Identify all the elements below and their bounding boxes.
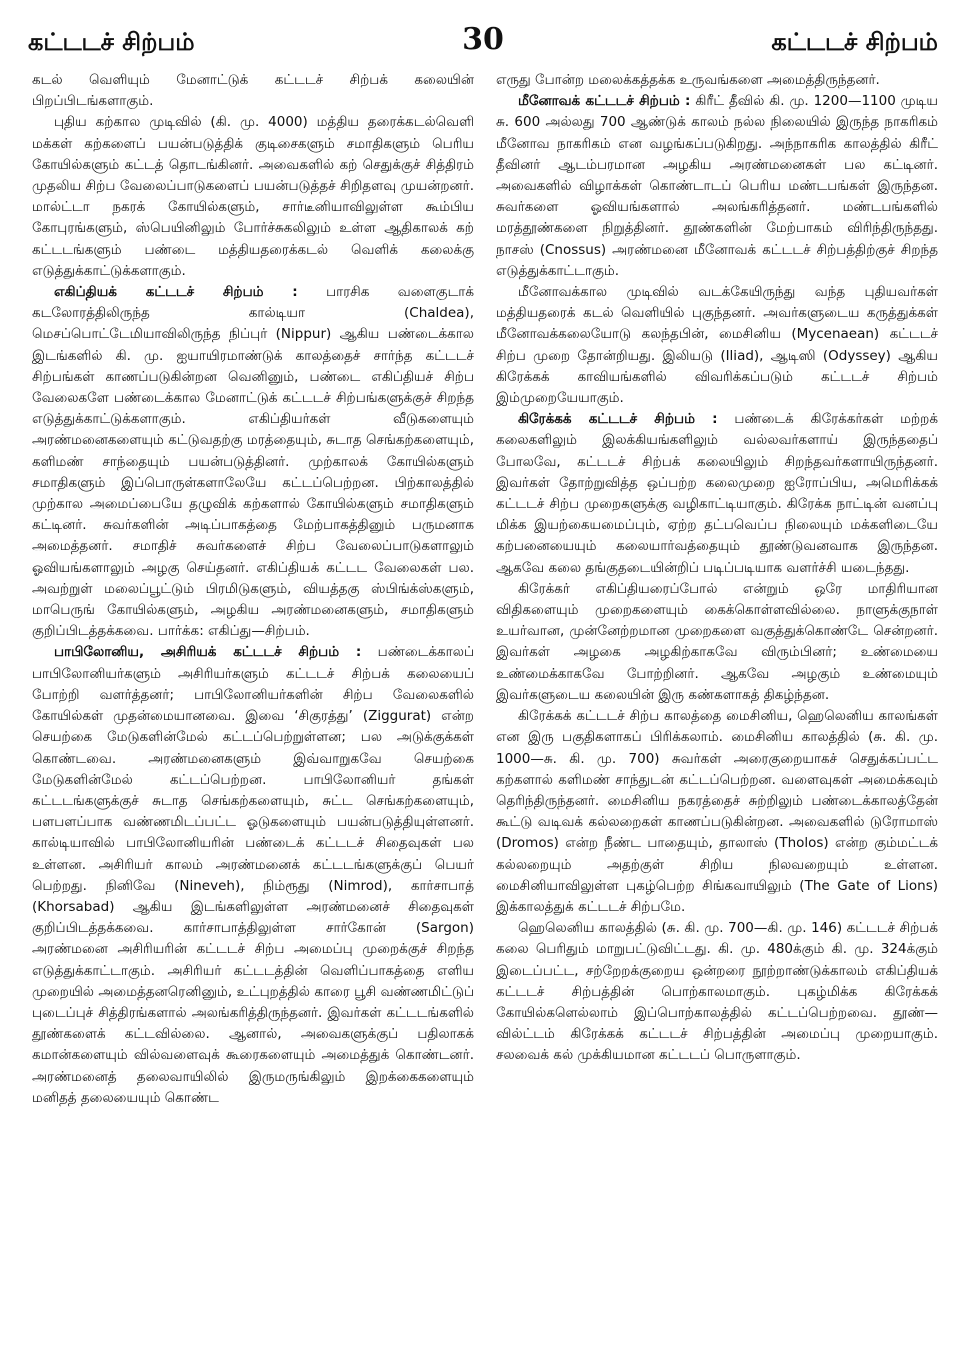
paragraph-text: எருது போன்ற மலைக்கத்தக்க உருவங்களை அமைத்திருந்தனர். (496, 72, 880, 88)
paragraph (496, 91, 938, 282)
paragraph-text: பாரசிக வளைகுடாக் கடலோரத்திலிருந்த கால்டியா (Chaldea), மெசப்பொட்டேமியாவிலிருந்த நிப்புர் (Nippur) ஆகிய பண்டைக்கால இடங்களில் கி. மு. ஐயாயிரமாண்டுக் காலத்தைச் சார்ந்த கட்டடச் சிற்பங்கள் காணப்படுகின்றன வெனினும், பண்டை எகிப்தியச் சிற்ப வேலைகளே பண்டைக்கால மேனாட்டுக் கட்டடச் சிற்பங்களுக்குச் சிறந்த எடுத்துக்காட்டுக்களாகும். எகிப்தியர்கள் வீடுகளையும் அரண்மனைகளையும் கட்டுவதற்கு மரத்தையும், சுடாத செங்கற்களையும், களிமண் சாந்தையும் பயன்படுத்தினர். முற்காலக் கோயில்களும் சமாதிகளும் இப்பொருள்களாலேயே கட்டப்பெற்றன. பிற்காலத்தில் முற்கால அமைப்பையே தழுவிக் கற்களால் கோயில்களும் சமாதிகளும் கட்டினர். சுவர்களின் அடிப்பாகத்தை மேற்பாகத்தினும் பருமனாக அமைத்தனர். சமாதிச் சுவர்களைச் சிற்ப வேலைப்பாடுகளாலும் ஓவியங்களாலும் அழகு செய்தனர். எகிப்தியக் கட்டட வேலைகள் பல. அவற்றுள் மலைப்பூட்டும் பிரமிடுகளும், வியத்தகு ஸ்பிங்க்ஸ்களும், மாபெருங் கோயில்களும், அழகிய அரண்மனைகளும், சமாதிகளும் குறிப்பிடத்தக்கவை. பார்க்க: எகிப்து—சிற்பம். (32, 284, 474, 640)
left-column (32, 70, 474, 1109)
paragraph (496, 918, 938, 1066)
paragraph-text: கிரேக்கக் கட்டடச் சிற்ப காலத்தை மைசினிய, ஹெலெனிய காலங்கள் என இரு பகுதிகளாகப் பிரிக்கலாம். மைசினிய காலத்தில் (சு. கி. மு. 1000—சு. கி. மு. 700) சுவர்கள் அரைகுறையாகச் செதுக்கப்பட்ட கற்களால் களிமண் சாந்துடன் கட்டப்பெற்றன. வளைவுகள் அமைக்கவும் தெரிந்திருந்தனர். மைசினிய நகரத்தைச் சுற்றிலும் பண்டைக்காலத்தேன் கூட்டு வடிவக் கல்லறைகள் காணப்படுகின்றன. அவைகளில் டுரோமாஸ் (Dromos) என்ற நீண்ட பாதையும், தாலாஸ் (Tholos) என்ற கும்மட்டக் கல்லறையும் அதற்குள் சிறிய நிலவறையும் உள்ளன. மைசினியாவிலுள்ள புகழ்பெற்ற சிங்கவாயிலும் (The Gate of Lions) இக்காலத்துக் கட்டடச் சிற்பமே. (496, 708, 938, 915)
running-title-left: கட்டடச் சிற்பம் (28, 28, 195, 56)
paragraph-text: ஹெலெனிய காலத்தில் (சு. கி. மு. 700—கி. மு. 146) கட்டடச் சிற்பக் கலை பெரிதும் மாறுபட்டுவிட்டது. கி. மு. 480க்கும் கி. மு. 324க்கும் இடைப்பட்ட, சற்றேறக்குறைய ஒன்றரை நூற்றாண்டுக்காலம் எகிப்தியக் கட்டடச் சிற்பத்தின் பொற்காலமாகும். புகழ்மிக்க கிரேக்கக் கோயில்களெல்லாம் இப்பொற்காலத்தில் கட்டப்பெற்றவை. தூண்—வில்ட்டம் கிரேக்கக் கட்டடச் சிற்பத்தின் அமைப்பு முறையாகும். சலவைக் கல் முக்கியமான கட்டடப் பொருளாகும். (496, 920, 938, 1064)
paragraph (496, 706, 938, 918)
section-heading: எகிப்தியக் கட்டடச் சிற்பம் : (54, 284, 298, 301)
paragraph (496, 409, 938, 579)
paragraph-text: புதிய கற்கால முடிவில் (கி. மு. 4000) மத்திய தரைக்கடல்வெளி மக்கள் கற்களைப் பயன்படுத்திக் குடிசைகளும் சமாதிகளும் பெரிய கோயில்களும் கட்டத் தொடங்கினர். அவைகளில் கற் செதுக்குச் சித்திரம் முதலிய சிற்ப வேலைப்பாடுகளைப் பயன்படுத்தச் சிறிதளவு முயன்றனர். மால்ட்டா நகரக் கோயில்களும், சார்டீனியாவிலுள்ள கூம்பிய கோபுரங்களும், ஸ்பெயினிலும் போர்ச்சுகலிலும் உள்ள ஆதிகாலக் கற் கட்டடங்களும் பண்டை மத்தியதரைக்கடல் வெளிக் கலைக்கு எடுத்துக்காட்டுக்களாகும். (32, 114, 474, 279)
paragraph-text: கடல் வெளியும் மேனாட்டுக் கட்டடச் சிற்பக் கலையின் பிறப்பிடங்களாகும். (32, 72, 474, 110)
page-header (28, 22, 938, 62)
paragraph-text: கிரேக்கர் எகிப்தியரைப்போல் என்றும் ஒரே மாதிரியான விதிகளையும் முறைகளையும் கைக்கொள்ளவில்லை. நாளுக்குநாள் உயர்வான, முன்னேற்றமான முறைகளை வகுத்துக்கொண்டே சென்றனர். இவர்கள் அழகை அழகிற்காகவே விரும்பினர்; உண்மையை உண்மைக்காகவே போற்றினர். ஆகவே அழகும் உண்மையும் இவர்களுடைய கலையின் இரு கண்களாகத் திகழ்ந்தன. (496, 580, 938, 703)
paragraph-text: மீனோவக்கால முடிவில் வடக்கேயிருந்து வந்த புதியவர்கள் மத்தியதரைக் கடல் வெளியில் புகுந்தனர். அவர்களுடைய கருத்துக்கள் மீனோவக்கலையோடு கலந்தபின், மைசினிய (Mycenaean) கட்டடச் சிற்ப முறை தோன்றியது. இலியடு (Iliad), ஆடிஸி (Odyssey) ஆகிய கிரேக்கக் காவியங்களில் விவரிக்கப்படும் கட்டடச் சிற்பம் இம்முறையேயாகும். (496, 284, 938, 407)
paragraph (496, 282, 938, 409)
paragraph-text: கிரீட் தீவில் கி. மு. 1200—1100 முடிய சு. 600 அல்லது 700 ஆண்டுக் காலம் நல்ல நிலையில் இருந்த நாகரிகம் மீனோவ நாகரிகம் என வழங்கப்படுகிறது. அந்நாகரிக காலத்தில் கிரீட் தீவினர் ஆடம்பரமான அழகிய அரண்மனைகள் பல கட்டினர். அவைகளில் விழாக்கள் கொண்டாடப் பெரிய மண்டபங்கள் இருந்தன. சுவர்களை ஓவியங்களால் அலங்கரித்தனர். மண்டபங்களில் மரத்தூண்களை நிறுத்தினர். தூண்களின் மேற்பாகம் விரிந்திருந்தது. நாசஸ் (Cnossus) அரண்மனை மீனோவக் கட்டடச் சிற்பத்திற்குச் சிறந்த எடுத்துக்காட்டாகும். (496, 93, 938, 279)
page-number: 30 (462, 22, 504, 57)
paragraph (32, 642, 474, 1108)
paragraph-text: பண்டைக்காலப் பாபிலோனியர்களும் அசிரியர்களும் கட்டடச் சிற்பக் கலையைப் போற்றி வளர்த்தனர்; பாபிலோனியர்களின் சிற்ப வேலைகளில் கோயில்கள் முதன்மையானவை. இவை ‘சிகுரத்து’ (Ziggurat) என்ற செயற்கை மேடுகளின்மேல் கட்டப்பெற்றுள்ளன; பல அடுக்குக்கள் கொண்டவை. அரண்மனைகளும் இவ்வாறுகவே செயற்கை மேடுகளின்மேல் கட்டப்பெற்றன. பாபிலோனியர் தங்கள் கட்டடங்களுக்குச் சுடாத செங்கற்களையும், சுட்ட செங்கற்களையும், பளபளப்பாக வண்ணமிடப்பட்ட ஓடுகளையும் பயன்படுத்தியுள்ளனர். கால்டியாவில் பாபிலோனியரின் பண்டைக் கட்டடச் சிதைவுகள் பல உள்ளன. அசிரியர் காலம் அரண்மனைக் கட்டடங்களுக்குப் பெயர் பெற்றது. நினிவே (Nineveh), நிம்ரூது (Nimrod), கார்சாபாத் (Khorsabad) ஆகிய இடங்களிலுள்ள அரண்மனைச் சிதைவுகள் குறிப்பிடத்தக்கவை. கார்சாபாத்திலுள்ள சார்கோன் (Sargon) அரண்மனை அசிரியரின் கட்டடச் சிற்ப அமைப்பு முறைக்குச் சிறந்த எடுத்துக்காட்டாகும். அசிரியர் கட்டடத்தின் வெளிப்பாகத்தை எளிய முறையில் அமைத்தனரெனினும், உட்புறத்தில் காரை பூசி வண்ணமிட்டுப் புடைப்புச் சித்திரங்களால் அலங்கரித்திருந்தனர். இவர்கள் கட்டடங்களில் தூண்களைக் கட்டவில்லை. ஆனால், அவைகளுக்குப் பதிலாகக் கமான்களையும் வில்வளைவுக் கூரைகளையும் அமைத்துக் கொண்டனர். அரண்மனைத் தலைவாயிலில் இருமருங்கிலும் இறக்கைகளையும் மனிதத் தலையையும் கொண்ட (32, 644, 474, 1106)
paragraph (32, 112, 474, 282)
right-column (496, 70, 938, 1067)
section-heading: பாபிலோனிய, அசிரியக் கட்டடச் சிற்பம் : (54, 644, 362, 661)
paragraph (32, 70, 474, 112)
section-heading: கிரேக்கக் கட்டடச் சிற்பம் : (518, 411, 718, 428)
paragraph (32, 282, 474, 642)
section-heading: மீனோவக் கட்டடச் சிற்பம் : (518, 93, 691, 110)
paragraph (496, 70, 938, 91)
paragraph-text: பண்டைக் கிரேக்கர்கள் மற்றக் கலைகளிலும் இலக்கியங்களிலும் வல்லவர்களாய் இருந்ததைப் போலவே, கட்டடச் சிற்பக் கலையிலும் சிறந்தவர்களாயிருந்தனர். இவர்கள் தோற்றுவித்த ஒப்பற்ற கலைமுறை ஐரோப்பிய, அமெரிக்கக் கட்டடச் சிற்ப முறைகளுக்கு வழிகாட்டியாகும். கிரேக்க நாட்டின் வனப்பு மிக்க இயற்கையமைப்பும், ஏற்ற தட்பவெப்ப நிலையும் மக்களிடையே கற்பனையையும் கலையார்வத்தையும் தூண்டுவனவாக இருந்தன. ஆகவே கலை தங்குதடையின்றிப் படிப்படியாக வளர்ச்சி யடைந்தது. (496, 411, 938, 576)
paragraph (496, 579, 938, 706)
running-title-right: கட்டடச் சிற்பம் (771, 28, 938, 56)
